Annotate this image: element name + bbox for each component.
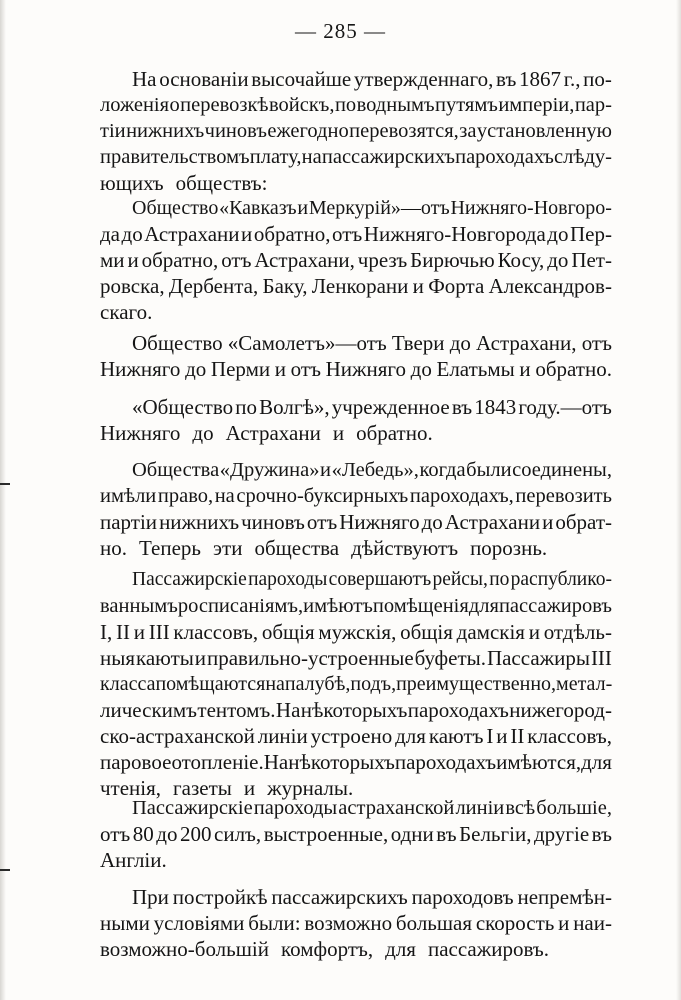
text-line: чтенія, газеты и журналы. [100,776,354,800]
paragraph-8 [100,884,612,962]
text-line: ско-астраханской линіи устроено для каютъ I и II классовъ, [100,724,612,748]
text-line: скаго. [100,300,153,324]
text-line: ровска, Дербента, Баку, Ленкорани и Форта Александров- [100,274,612,298]
text-line: Общество «Кавказъ и Меркурій»—отъ Нижняго-Новгоро- [132,197,612,219]
scan-edge-right [676,0,681,1000]
text-line: Нижняго до Астрахани и обратно. [100,421,433,445]
paragraph-5 [100,457,612,561]
text-line: При постройкѣ пассажирскихъ пароходовъ непремѣн- [132,885,612,909]
text-line: ваннымъ росписаніямъ, имѣютъ помѣщенія для пассажировъ [100,595,612,617]
margin-tick-mark [0,483,10,485]
text-line: лическимъ тентомъ. На нѣкоторыхъ пароходахъ нижегород- [100,698,612,722]
text-line: Общества «Дружина» и «Лебедь», когда были соединены, [132,459,612,481]
text-line: возможно-большій комфортъ, для пассажировъ. [100,937,549,961]
text-line: да до Астрахани и обратно, отъ Нижняго-Новгорода до Пер- [100,222,612,246]
text-line: ложенія о перевозкѣ войскъ, по воднымъ путямъ имперіи, пар- [100,94,612,116]
text-line: Пассажирскіе пароходы совершаютъ рейсы, по распублико- [132,569,612,590]
text-line: ми и обратно, отъ Астрахани, чрезъ Бирючью Косу, до Пет- [100,248,612,272]
paragraph-3 [100,330,612,382]
text-line: но. Теперь эти общества дѣйствуютъ порознь. [100,536,548,560]
text-line: ющихъ обществъ: [100,171,268,195]
text-line: I, II и III классовъ, общія мужскія, общія дамскія и отдѣль- [100,620,612,644]
text-line: тіи нижнихъ чиновъ ежегодно перевозятся, за установленную [100,120,612,142]
paragraph-6 [100,567,612,801]
text-line: класса помѣщаются на палубѣ, подъ, преимущественно, метал- [100,673,613,695]
text-line: ныя каюты и правильно-устроенные буфеты. Пассажиры III [100,646,612,670]
text-line: отъ 80 до 200 силъ, выстроенные, одни въ Бельгіи, другіе въ [100,822,612,846]
text-line: На основаніи высочайше утвержденнаго, въ 1867 г., по- [132,67,612,91]
text-line: имѣли право, на срочно-буксирныхъ пароходахъ, перевозить [100,485,612,507]
text-line: Англіи. [100,848,167,872]
paragraph-7 [100,795,612,873]
scan-edge-left [0,0,6,1000]
margin-tick-mark [0,869,10,871]
paragraph-1 [100,66,612,196]
text-line: Пассажирскіе пароходы астраханской линіи всѣ большіе, [132,797,612,819]
text-line: ными условіями были: возможно большая скорость и наи- [100,911,612,935]
text-line: паровое отопленіе. На нѣкоторыхъ пароходахъ имѣются, для [100,750,612,774]
text-line: партіи нижнихъ чиновъ отъ Нижняго до Астрахани и обрат- [100,510,612,534]
paragraph-2 [100,195,612,325]
text-line: Общество «Самолетъ»—отъ Твери до Астрахани, отъ [132,331,612,355]
paragraph-4 [100,394,612,446]
text-line: правительствомъ плату, на пассажирскихъ пароходахъ слѣду- [100,146,612,168]
page-number: — 285 — [295,19,386,43]
text-line: Нижняго до Перми и отъ Нижняго до Елатьмы и обратно. [100,357,612,381]
text-line: «Общество по Волгѣ», учрежденное въ 1843 году.—отъ [132,395,612,419]
